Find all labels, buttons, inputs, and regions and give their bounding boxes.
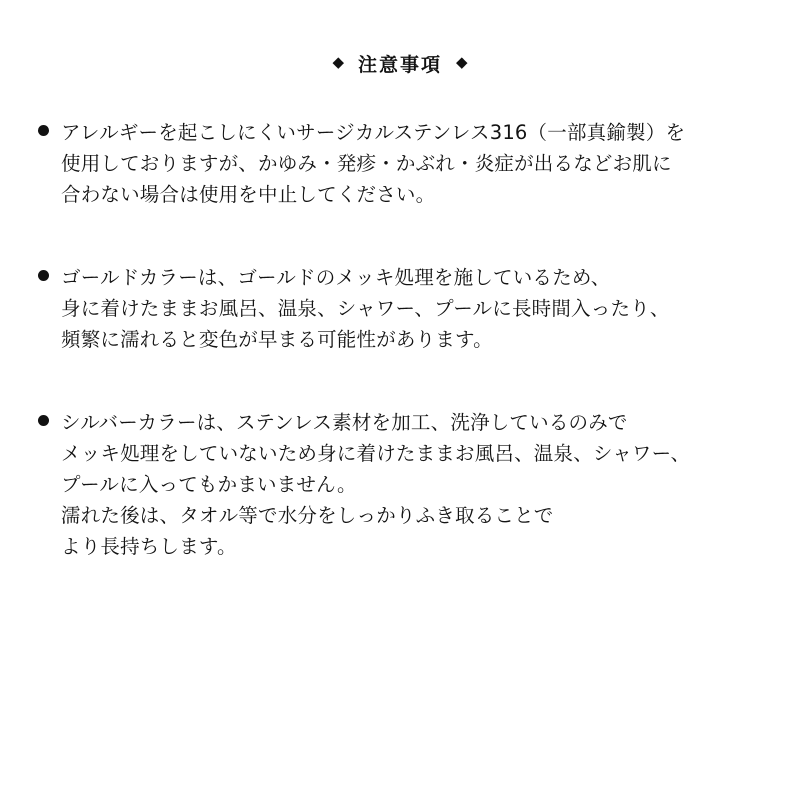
note-text [61,262,766,355]
note-line: シルバーカラーは、ステンレス素材を加工、洗浄しているのみで [61,411,628,434]
note-line: 合わない場合は使用を中止してください。 [61,183,436,206]
note-item [34,117,766,210]
note-line: アレルギーを起こしにくいサージカルステンレス316（一部真鍮製）を [61,121,686,144]
note-line: 身に着けたままお風呂、温泉、シャワー、プールに長時間入ったり、 [61,297,670,320]
note-line: ゴールドカラーは、ゴールドのメッキ処理を施しているため、 [61,266,611,289]
bullet-icon [38,415,49,426]
bullet-icon [38,270,49,281]
note-line: 濡れた後は、タオル等で水分をしっかりふき取ることで [61,504,554,527]
note-text [61,407,766,562]
diamond-right-icon: ◆ [456,53,468,71]
note-text [61,117,766,210]
note-line: 使用しておりますが、かゆみ・発疹・かぶれ・炎症が出るなどお肌に [61,152,672,175]
page-title-text: 注意事項 [357,54,442,76]
note-line: 頻繁に濡れると変色が早まる可能性があります。 [61,328,493,351]
note-item [34,407,766,562]
bullet-icon [38,125,49,136]
note-line: メッキ処理をしていないため身に着けたままお風呂、温泉、シャワー、 [61,442,691,465]
note-line: より長持ちします。 [61,535,237,558]
note-item [34,262,766,355]
diamond-left-icon: ◆ [332,53,344,71]
page-title [34,50,766,77]
note-line: プールに入ってもかまいません。 [61,473,357,496]
